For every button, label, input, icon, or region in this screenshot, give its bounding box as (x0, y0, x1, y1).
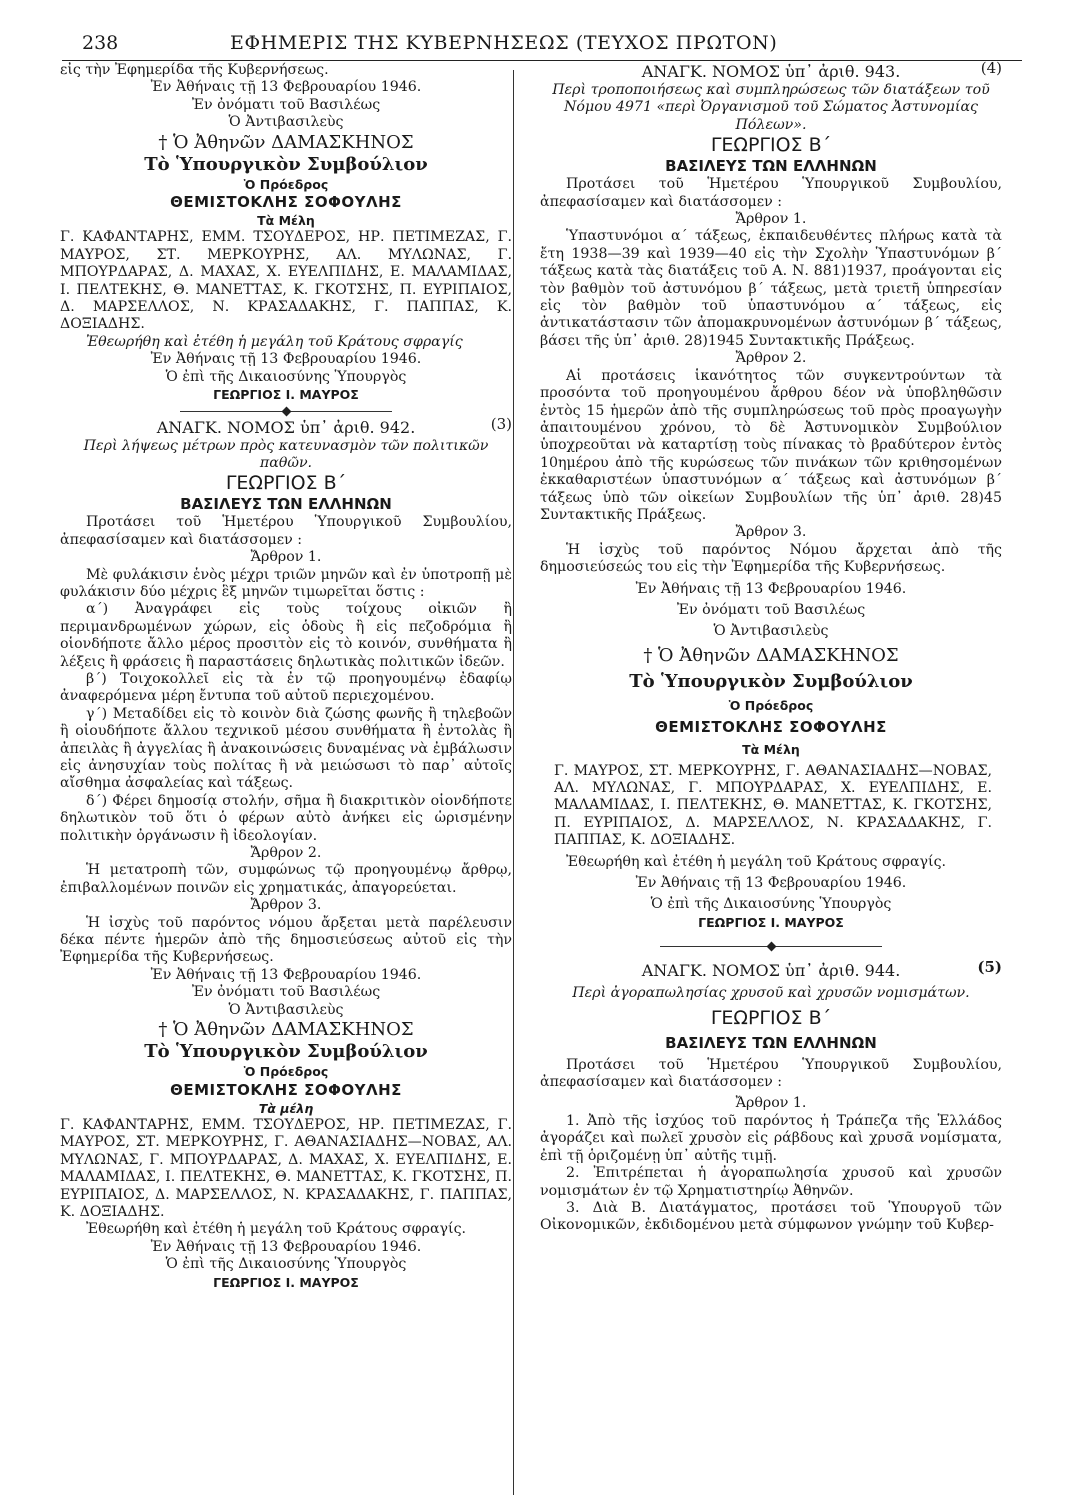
minister-name: ΓΕΩΡΓΙΟΣ Ι. ΜΑΥΡΟΣ (698, 914, 844, 930)
minister-name: ΓΕΩΡΓΙΟΣ Ι. ΜΑΥΡΟΣ (213, 387, 359, 403)
president-name: ΘΕΜΙΣΤΟΚΛΗΣ ΣΟΦΟΥΛΗΣ (655, 718, 887, 737)
seal-line: Ἐθεωρήθη καὶ ἐτέθη ἡ μεγάλη τοῦ Κράτους σφραγίς (86, 333, 463, 350)
article-1-heading: Ἄρθρον 1. (250, 549, 322, 566)
minister-label: Ὁ ἐπὶ τῆς Δικαιοσύνης Ὑπουργὸς (165, 368, 407, 385)
members-label: Τὰ Μέλη (257, 213, 315, 229)
law-title: ΑΝΑΓΚ. ΝΟΜΟΣ ὑπ᾽ ἀριθ. 943. (641, 62, 901, 81)
council-title: Τὸ Ὑπουργικὸν Συμβούλιον (144, 153, 428, 175)
members-label: Τὰ μέλη (258, 1100, 314, 1116)
law-944 (540, 958, 1002, 1234)
law-942 (60, 414, 512, 1291)
date-line: Ἐν Ἀθήναις τῇ 13 Φεβρουαρίου 1946. (150, 79, 422, 96)
minister-label: Ὁ ἐπὶ τῆς Δικαιοσύνης Ὑπουργὸς (650, 896, 892, 913)
regent-name: † Ὁ Ἀθηνῶν ΔΑΜΑΣΚΗΝΟΣ (158, 131, 414, 153)
seal-date: Ἐν Ἀθήναις τῇ 13 Φεβρουαρίου 1946. (635, 875, 907, 892)
minister-name: ΓΕΩΡΓΙΟΣ Ι. ΜΑΥΡΟΣ (213, 1274, 359, 1290)
article-2-text: Αἱ προτάσεις ἱκανότητος τῶν συγκεντρούντων τὰ προσόντα τοῦ προηγουμένου ἄρθρου δέον νὰ ὑποβληθῶσιν ἐντὸς 15 ἡμερῶν ἀπὸ τῆς συμπληρώσεως τοῦ πρὸς προαγωγὴν ἀπαιτουμένου χρόνου, τὸ δὲ Ἀστυνομικὸν Συμβούλιον ὑποχρεοῦται νὰ καταρτίσῃ τοὺς πίνακας τὸ βραδύτερον ἐντὸς 10ημέρου ἀπὸ τῆς κυρώσεως τῶν πινάκων τῶν κριθησομένων ἐκκαθαριστέων ὑπαστυνόμων α΄ τάξεως καὶ ἀστυνόμων β΄ τάξεως ὑπὸ τῶν οἰκείων Συμβουλίων τῆς ὑπ᾽ ἀριθ. 28)45 Συντακτικῆς Πράξεως. (540, 367, 1002, 523)
page-header (62, 30, 1022, 61)
law-subject: Περὶ λήψεως μέτρων πρὸς κατευνασμὸν τῶν πολιτικῶν παθῶν. (83, 437, 489, 471)
king-name: ΓΕΩΡΓΙΟΣ Β΄ (225, 472, 347, 495)
members-list: Γ. ΚΑΦΑΝΤΑΡΗΣ, ΕΜΜ. ΤΣΟΥΔΕΡΟΣ, ΗΡ. ΠΕΤΙΜΕΖΑΣ, Γ. ΜΑΥΡΟΣ, ΣΤ. ΜΕΡΚΟΥΡΗΣ, Γ. ΑΘΑΝΑΣΙΑΔΗΣ—ΝΟΒΑΣ, ΑΛ. ΜΥΛΩΝΑΣ, Γ. ΜΠΟΥΡΔΑΡΑΣ, Δ. ΜΑΧΑΣ, Χ. ΕΥΕΛΠΙΔΗΣ, Ε. ΜΑΛΑΜΙΔΑΣ, Ι. ΠΕΛΤΕΚΗΣ, Θ. ΜΑΝΕΤΤΑΣ, Κ. ΓΚΟΤΣΗΣ, Π. ΕΥΡΙΠΑΙΟΣ, Δ. ΜΑΡΣΕΛΛΟΣ, Ν. ΚΡΑΣΑΔΑΚΗΣ, Γ. ΠΑΠΠΑΣ, Κ. ΔΟΞΙΑΔΗΣ. (60, 1116, 512, 1220)
council-title: Τὸ Ὑπουργικὸν Συμβούλιον (629, 670, 913, 692)
article-3-text: Ἡ ἰσχὺς τοῦ παρόντος νόμου ἄρξεται μετὰ παρέλευσιν δέκα πέντε ἡμερῶν ἀπὸ τῆς δημοσιεύσεως αὐτοῦ εἰς τὴν Ἐφημερίδα τῆς Κυβερνήσεως. (60, 914, 512, 966)
column-divider (513, 70, 514, 1495)
item-d: δ΄) Φέρει δημοσίᾳ στολήν, σῆμα ἢ διακριτικὸν οἱονδήποτε δηλωτικὸν τοῦ ὅτι ὁ φέρων αὐτὸ ἀνήκει εἰς ὡρισμένην πολιτικὴν ὀργάνωσιν ἢ ἰδεολογίαν. (60, 792, 512, 844)
article-1-heading: Ἄρθρον 1. (735, 211, 807, 228)
in-name-line: Ἐν ὀνόματι τοῦ Βασιλέως (191, 984, 381, 1001)
article-2-text: Ἡ μετατροπὴ τῶν, συμφώνως τῷ προηγουμένῳ ἄρθρῳ, ἐπιβαλλομένων ποινῶν εἰς χρηματικάς, ἀπαγορεύεται. (60, 862, 512, 896)
law-subject: Περὶ τροποποιήσεως καὶ συμπληρώσεως τῶν διατάξεων τοῦ Νόμου 4971 «περὶ Ὀργανισμοῦ τοῦ Σώματος Ἀστυνομίας Πόλεων». (552, 82, 990, 133)
members-list: Γ. ΜΑΥΡΟΣ, ΣΤ. ΜΕΡΚΟΥΡΗΣ, Γ. ΑΘΑΝΑΣΙΑΔΗΣ—ΝΟΒΑΣ, ΑΛ. ΜΥΛΩΝΑΣ, Γ. ΜΠΟΥΡΔΑΡΑΣ, Χ. ΕΥΕΛΠΙΔΗΣ, Ε. ΜΑΛΑΜΙΔΑΣ, Ι. ΠΕΛΤΕΚΗΣ, Θ. ΜΑΝΕΤΤΑΣ, Κ. ΓΚΟΤΣΗΣ, Π. ΕΥΡΙΠΑΙΟΣ, Δ. ΜΑΡΣΕΛΛΟΣ, Ν. ΚΡΑΣΑΔΑΚΗΣ, Γ. ΠΑΠΠΑΣ, Κ. ΔΟΞΙΑΔΗΣ. (554, 762, 992, 849)
king-name: ΓΕΩΡΓΙΟΣ Β΄ (710, 1006, 832, 1029)
president-label: Ὁ Πρόεδρος (243, 176, 329, 192)
paragraph-3: 3. Διὰ Β. Διατάγματος, προτάσει τοῦ Ὑπουργοῦ τῶν Οἰκονομικῶν, ἐκδιδομένου μετὰ σύμφωνον γνώμην τοῦ Κυβερ- (540, 1199, 1002, 1234)
preamble: Προτάσει τοῦ Ἡμετέρου Ὑπουργικοῦ Συμβουλίου, ἀπεφασίσαμεν καὶ διατάσσομεν : (60, 514, 512, 548)
law-title: ΑΝΑΓΚ. ΝΟΜΟΣ ὑπ᾽ ἀριθ. 942. (156, 417, 416, 437)
law-title: ΑΝΑΓΚ. ΝΟΜΟΣ ὑπ᾽ ἀριθ. 944. (641, 961, 901, 981)
item-a: α΄) Ἀναγράφει εἰς τοὺς τοίχους οἰκιῶν ἢ περιμανδρωμένων χώρων, εἰς ὁδοὺς ἢ εἰς πεζοδρόμια ἢ οἱονδήποτε ἄλλο μέρος προσιτὸν εἰς τὸ κοινόν, συνθήματα ἢ λέξεις ἢ φράσεις ἢ παραστάσεις δηλωτικὰς πολιτικῶν ἰδεῶν. (60, 601, 512, 670)
president-label: Ὁ Πρόεδρος (728, 697, 814, 713)
law-943 (540, 59, 1002, 931)
item-b: β΄) Τοιχοκολλεῖ εἰς τὰ ἐν τῷ προηγουμένῳ ἐδαφίῳ ἀναφερόμενα μέρη ἔντυπα τοῦ αὐτοῦ περιεχομένου. (60, 670, 512, 705)
law-separator (60, 404, 512, 418)
right-column (540, 59, 1002, 1235)
date-line: Ἐν Ἀθήναις τῇ 13 Φεβρουαρίου 1946. (635, 580, 907, 597)
article-1-heading: Ἄρθρον 1. (735, 1095, 807, 1112)
seal-line: Ἐθεωρήθη καὶ ἐτέθη ἡ μεγάλη τοῦ Κράτους σφραγίς. (566, 853, 947, 870)
regent-label: Ὁ Ἀντιβασιλεὺς (228, 114, 344, 131)
regent-label: Ὁ Ἀντιβασιλεὺς (228, 1001, 344, 1018)
members-label: Τὰ Μέλη (742, 742, 800, 758)
president-label: Ὁ Πρόεδρος (243, 1064, 329, 1080)
article-1-text: Μὲ φυλάκισιν ἑνὸς μέχρι τριῶν μηνῶν καὶ ἐν ὑποτροπῇ μὲ φυλάκισιν δύο μέχρις ἓξ μηνῶν τιμωρεῖται ὅστις : (60, 566, 512, 600)
left-column (60, 62, 512, 1291)
president-name: ΘΕΜΙΣΤΟΚΛΗΣ ΣΟΦΟΥΛΗΣ (170, 193, 402, 212)
article-2-heading: Ἄρθρον 2. (250, 845, 322, 862)
article-3-text: Ἡ ἰσχὺς τοῦ παρόντος Νόμου ἄρχεται ἀπὸ τῆς δημοσιεύσεώς του εἰς τὴν Ἐφημερίδα τῆς Κυβερνήσεως. (540, 541, 1002, 576)
in-name-line: Ἐν ὀνόματι τοῦ Βασιλέως (676, 601, 866, 618)
members-list: Γ. ΚΑΦΑΝΤΑΡΗΣ, ΕΜΜ. ΤΣΟΥΔΕΡΟΣ, ΗΡ. ΠΕΤΙΜΕΖΑΣ, Γ. ΜΑΥΡΟΣ, ΣΤ. ΜΕΡΚΟΥΡΗΣ, ΑΛ. ΜΥΛΩΝΑΣ, Γ. ΜΠΟΥΡΔΑΡΑΣ, Δ. ΜΑΧΑΣ, Χ. ΕΥΕΛΠΙΔΗΣ, Ε. ΜΑΛΑΜΙΔΑΣ, Ι. ΠΕΛΤΕΚΗΣ, Θ. ΜΑΝΕΤΤΑΣ, Κ. ΓΚΟΤΣΗΣ, Π. ΕΥΡΙΠΑΙΟΣ, Δ. ΜΑΡΣΕΛΛΟΣ, Ν. ΚΡΑΣΑΔΑΚΗΣ, Γ. ΠΑΠΠΑΣ, Κ. ΔΟΞΙΑΔΗΣ. (60, 229, 512, 333)
law-subject: Περὶ ἀγοραπωλησίας χρυσοῦ καὶ χρυσῶν νομισμάτων. (572, 985, 970, 1002)
paragraph-2: 2. Ἐπιτρέπεται ἡ ἀγοραπωλησία χρυσοῦ καὶ χρυσῶν νομισμάτων ἐν τῷ Χρηματιστηρίῳ Ἀθηνῶν. (540, 1165, 1002, 1199)
regent-name: † Ὁ Ἀθηνῶν ΔΑΜΑΣΚΗΝΟΣ (158, 1019, 414, 1041)
minister-label: Ὁ ἐπὶ τῆς Δικαιοσύνης Ὑπουργὸς (165, 1256, 407, 1273)
regent-label: Ὁ Ἀντιβασιλεὺς (713, 623, 829, 640)
law-number: (3) (490, 414, 512, 433)
king-title: ΒΑΣΙΛΕΥΣ ΤΩΝ ΕΛΛΗΝΩΝ (665, 1033, 877, 1052)
gazette-title: ΕΦΗΜΕΡΙΣ ΤΗΣ ΚΥΒΕΡΝΗΣΕΩΣ (ΤΕΥΧΟΣ ΠΡΩΤΟΝ) (230, 32, 778, 54)
previous-law-continuation (60, 62, 512, 404)
paragraph-1: 1. Ἀπὸ τῆς ἰσχύος τοῦ παρόντος ἡ Τράπεζα τῆς Ἑλλάδος ἀγοράζει καὶ πωλεῖ χρυσὸν εἰς ράβδους καὶ χρυσᾶ νομίσματα, ἐπὶ τῇ ὁριζομένῃ ὑπ᾽ αὐτῆς τιμῇ. (540, 1112, 1002, 1164)
preamble: Προτάσει τοῦ Ἡμετέρου Ὑπουργικοῦ Συμβουλίου, ἀπεφασίσαμεν καὶ διατάσσομεν : (540, 176, 1002, 210)
president-name: ΘΕΜΙΣΤΟΚΛΗΣ ΣΟΦΟΥΛΗΣ (170, 1080, 402, 1099)
preamble: Προτάσει τοῦ Ἡμετέρου Ὑπουργικοῦ Συμβουλίου, ἀπεφασίσαμεν καὶ διατάσσομεν : (540, 1056, 1002, 1091)
seal-date: Ἐν Ἀθήναις τῇ 13 Φεβρουαρίου 1946. (150, 351, 422, 368)
law-separator (540, 939, 1002, 953)
article-2-heading: Ἄρθρον 2. (735, 350, 807, 367)
king-name: ΓΕΩΡΓΙΟΣ Β΄ (710, 134, 832, 157)
item-c: γ΄) Μεταδίδει εἰς τὸ κοινὸν διὰ ζώσης φωνῆς ἢ τηλεβοῶν ἢ οἱουδήποτε ἄλλου τεχνικοῦ μέσου συνθήματα ἢ ἐντολὰς ἢ ἀπειλὰς ἢ ἀγγελίας ἢ ἀνακοινώσεις δυναμένας νὰ ἐμβάλωσιν εἰς ἀνησυχίαν τοὺς πολίτας ἢ νὰ μειώσωσι τὸ παρ᾽ αὐτοῖς αἴσθημα ἀσφαλείας καὶ τάξεως. (60, 705, 512, 792)
article-3-heading: Ἄρθρον 3. (250, 897, 322, 914)
law-number: (5) (977, 958, 1002, 977)
in-name-line: Ἐν ὀνόματι τοῦ Βασιλέως (191, 96, 381, 113)
seal-line: Ἐθεωρήθη καὶ ἐτέθη ἡ μεγάλη τοῦ Κράτους σφραγίς. (86, 1221, 467, 1238)
king-title: ΒΑΣΙΛΕΥΣ ΤΩΝ ΕΛΛΗΝΩΝ (665, 157, 877, 176)
article-1-text: Ὑπαστυνόμοι α΄ τάξεως, ἐκπαιδευθέντες πλήρως κατὰ τὰ ἔτη 1938—39 καὶ 1939—40 εἰς τὴν Σχολὴν Ὑπαστυνόμων β΄ τάξεως κατὰ τὰς διατάξεις τοῦ Α. Ν. 881)1937, προάγονται εἰς τὸν βαθμὸν τοῦ ἀστυνόμου β΄ τάξεως, μετὰ τριετῆ ὑπηρεσίαν εἰς τὸν βαθμὸν τοῦ ὑπαστυνόμου α΄ τάξεως, εἰς ἀντικατάστασιν τῶν ἀπομακρυνομένων ἀστυνόμων β΄ τάξεως, βάσει τῆς ὑπ᾽ ἀριθ. 28)1945 Συντακτικῆς Πράξεως. (540, 228, 1002, 349)
seal-date: Ἐν Ἀθήναις τῇ 13 Φεβρουαρίου 1946. (150, 1238, 422, 1255)
law-number: (4) (980, 59, 1002, 77)
council-title: Τὸ Ὑπουργικὸν Συμβούλιον (144, 1041, 428, 1063)
continued-text: εἰς τὴν Ἐφημερίδα τῆς Κυβερνήσεως. (60, 62, 329, 78)
article-3-heading: Ἄρθρον 3. (735, 524, 807, 541)
king-title: ΒΑΣΙΛΕΥΣ ΤΩΝ ΕΛΛΗΝΩΝ (180, 495, 392, 514)
regent-name: † Ὁ Ἀθηνῶν ΔΑΜΑΣΚΗΝΟΣ (643, 644, 899, 666)
date-line: Ἐν Ἀθήναις τῇ 13 Φεβρουαρίου 1946. (150, 966, 422, 983)
page-number: 238 (82, 32, 119, 54)
